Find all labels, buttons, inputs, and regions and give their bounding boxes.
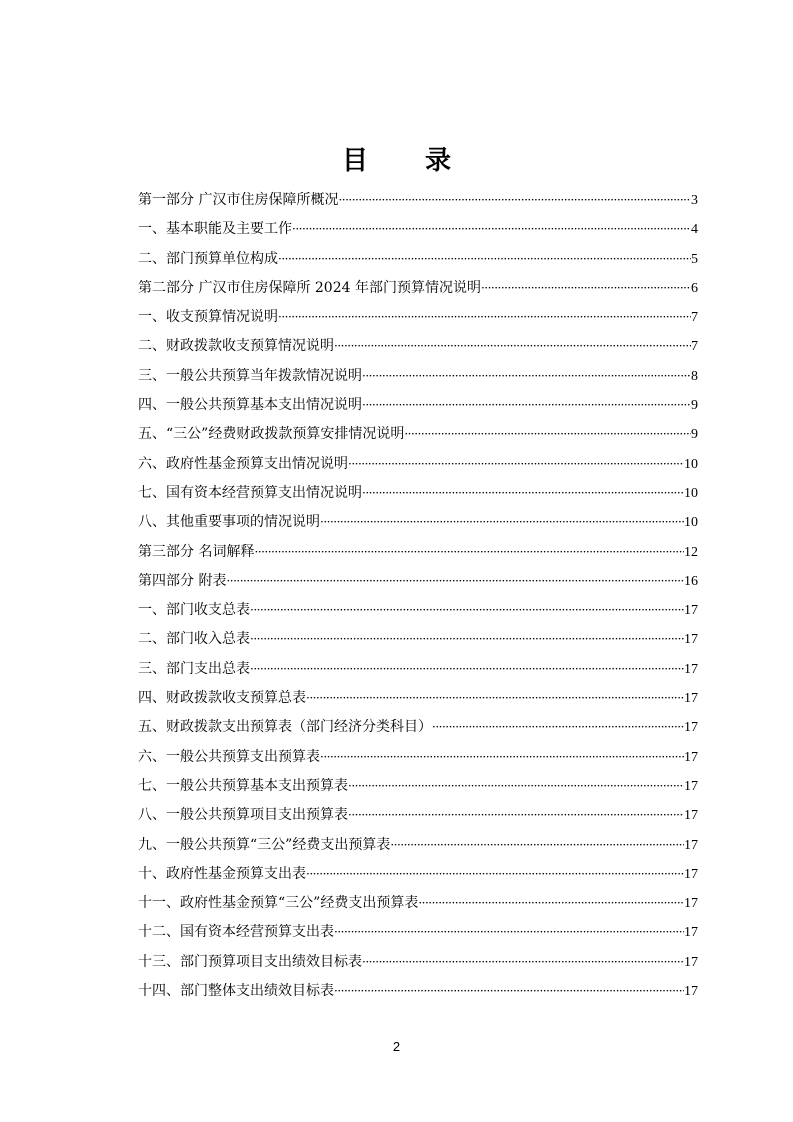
toc-entry-label: 四、一般公共预算基本支出情况说明: [138, 397, 362, 414]
toc-leader-dots: [278, 245, 691, 274]
toc-entry-page: 10: [684, 515, 698, 531]
toc-entry[interactable]: [138, 713, 698, 742]
toc-entry-page: 17: [684, 778, 698, 794]
toc-entry[interactable]: [138, 538, 698, 567]
toc-title: 目 录: [341, 146, 476, 176]
toc-entry[interactable]: [138, 655, 698, 684]
toc-entry-page: 10: [684, 456, 698, 472]
toc-leader-dots: [348, 450, 684, 479]
page-number: 2: [392, 1039, 401, 1054]
toc-leader-dots: [320, 743, 684, 772]
toc-entry[interactable]: [138, 215, 698, 244]
toc-entry-label: 一、部门收支总表: [138, 602, 250, 619]
toc-entry-page: 17: [684, 603, 698, 619]
toc-leader-dots: [306, 684, 684, 713]
toc-leader-dots: [348, 772, 684, 801]
toc-entry-label: 六、政府性基金预算支出情况说明: [138, 455, 348, 472]
toc-entry-label: 二、部门收入总表: [138, 631, 250, 648]
toc-entry[interactable]: [138, 391, 698, 420]
toc-entry-label: 三、部门支出总表: [138, 660, 250, 677]
toc-entry-label: 八、其他重要事项的情况说明: [138, 514, 320, 531]
toc-leader-dots: [338, 186, 691, 215]
toc-leader-dots: [362, 948, 684, 977]
toc-leader-dots: [334, 332, 691, 361]
toc-entry-label: 第二部分 广汉市住房保障所 2024 年部门预算情况说明: [138, 279, 481, 296]
toc-entry[interactable]: [138, 186, 698, 215]
toc-entry-label: 二、财政拨款收支预算情况说明: [138, 338, 334, 355]
toc-entry[interactable]: [138, 303, 698, 332]
toc-leader-dots: [390, 831, 684, 860]
toc-leader-dots: [404, 420, 691, 449]
toc-entry-label: 第三部分 名词解释: [138, 543, 255, 560]
toc-entry[interactable]: [138, 801, 698, 830]
toc-leader-dots: [418, 889, 684, 918]
toc-leader-dots: [320, 508, 684, 537]
toc-leader-dots: [362, 391, 691, 420]
toc-entry-page: 17: [684, 808, 698, 824]
toc-entry-label: 第四部分 附表: [138, 572, 227, 589]
toc-entry-page: 7: [691, 339, 698, 355]
toc-entry-page: 5: [691, 251, 698, 267]
toc-entry[interactable]: [138, 567, 698, 596]
toc-leader-dots: [226, 567, 684, 596]
toc-entry-label: 十三、部门预算项目支出绩效目标表: [138, 953, 362, 970]
toc-entry[interactable]: [138, 508, 698, 537]
toc-entry-page: 17: [684, 925, 698, 941]
toc-entry[interactable]: [138, 743, 698, 772]
toc-entry[interactable]: [138, 420, 698, 449]
toc-leader-dots: [362, 479, 684, 508]
toc-entry-label: 六、一般公共预算支出预算表: [138, 748, 320, 765]
toc-entry-page: 6: [691, 280, 698, 296]
toc-entry-label: 一、收支预算情况说明: [138, 309, 278, 326]
toc-entry-page: 17: [684, 837, 698, 853]
toc-entry-page: 12: [684, 544, 698, 560]
toc-entry-label: 五、财政拨款支出预算表（部门经济分类科目）: [138, 719, 432, 736]
toc-leader-dots: [250, 655, 684, 684]
toc-entry[interactable]: [138, 889, 698, 918]
toc-entry-label: 十、政府性基金预算支出表: [138, 865, 306, 882]
toc-leader-dots: [432, 713, 684, 742]
toc-entry-label: 十二、国有资本经营预算支出表: [138, 924, 334, 941]
toc-entry[interactable]: [138, 274, 698, 303]
toc-entry-page: 17: [684, 661, 698, 677]
toc-entry-label: 二、部门预算单位构成: [138, 250, 278, 267]
toc-entry-label: 第一部分 广汉市住房保障所概况: [138, 192, 339, 208]
toc-leader-dots: [278, 303, 691, 332]
toc-entry[interactable]: [138, 831, 698, 860]
toc-entry[interactable]: [138, 625, 698, 654]
toc-entry-page: 17: [684, 749, 698, 765]
toc-entry-page: 3: [691, 193, 698, 208]
toc-leader-dots: [250, 625, 684, 654]
toc-entry-page: 17: [684, 896, 698, 912]
table-of-contents: [138, 186, 698, 1006]
toc-entry[interactable]: [138, 948, 698, 977]
toc-entry-page: 17: [684, 866, 698, 882]
toc-entry-page: 10: [684, 485, 698, 501]
toc-entry-label: 十四、部门整体支出绩效目标表: [138, 983, 334, 1000]
toc-entry[interactable]: [138, 860, 698, 889]
toc-entry-page: 16: [684, 573, 698, 589]
toc-entry[interactable]: [138, 772, 698, 801]
toc-entry-page: 8: [691, 368, 698, 384]
toc-leader-dots: [362, 362, 691, 391]
toc-entry[interactable]: [138, 918, 698, 947]
toc-entry-label: 七、国有资本经营预算支出情况说明: [138, 484, 362, 501]
toc-entry-page: 17: [684, 954, 698, 970]
toc-entry-label: 九、一般公共预算“三公”经费支出预算表: [138, 836, 391, 853]
toc-entry[interactable]: [138, 479, 698, 508]
toc-entry-label: 八、一般公共预算项目支出预算表: [138, 807, 348, 824]
toc-leader-dots: [334, 918, 684, 947]
toc-leader-dots: [250, 596, 684, 625]
toc-entry-label: 四、财政拨款收支预算总表: [138, 690, 306, 707]
toc-leader-dots: [254, 538, 684, 567]
toc-entry-label: 三、一般公共预算当年拨款情况说明: [138, 367, 362, 384]
toc-entry-page: 17: [684, 984, 698, 1000]
toc-entry[interactable]: [138, 684, 698, 713]
toc-leader-dots: [348, 801, 684, 830]
toc-leader-dots: [334, 977, 684, 1006]
toc-entry-page: 17: [684, 632, 698, 648]
toc-entry-page: 7: [691, 310, 698, 326]
toc-leader-dots: [306, 860, 684, 889]
toc-entry-page: 9: [691, 427, 698, 443]
toc-entry-label: 十一、政府性基金预算“三公”经费支出预算表: [138, 895, 419, 912]
toc-entry[interactable]: [138, 362, 698, 391]
toc-entry-page: 17: [684, 691, 698, 707]
toc-entry-label: 一、基本职能及主要工作: [138, 221, 292, 238]
toc-entry[interactable]: [138, 977, 698, 1006]
toc-entry[interactable]: [138, 596, 698, 625]
toc-entry-page: 17: [684, 720, 698, 736]
toc-entry-page: 4: [691, 222, 698, 238]
toc-leader-dots: [481, 274, 691, 303]
toc-entry-label: 五、“三公”经费财政拨款预算安排情况说明: [138, 426, 405, 443]
toc-entry[interactable]: [138, 245, 698, 274]
toc-entry-page: 9: [691, 398, 698, 414]
toc-leader-dots: [292, 215, 691, 244]
toc-entry[interactable]: [138, 450, 698, 479]
toc-entry-label: 七、一般公共预算基本支出预算表: [138, 777, 348, 794]
toc-entry[interactable]: [138, 332, 698, 361]
